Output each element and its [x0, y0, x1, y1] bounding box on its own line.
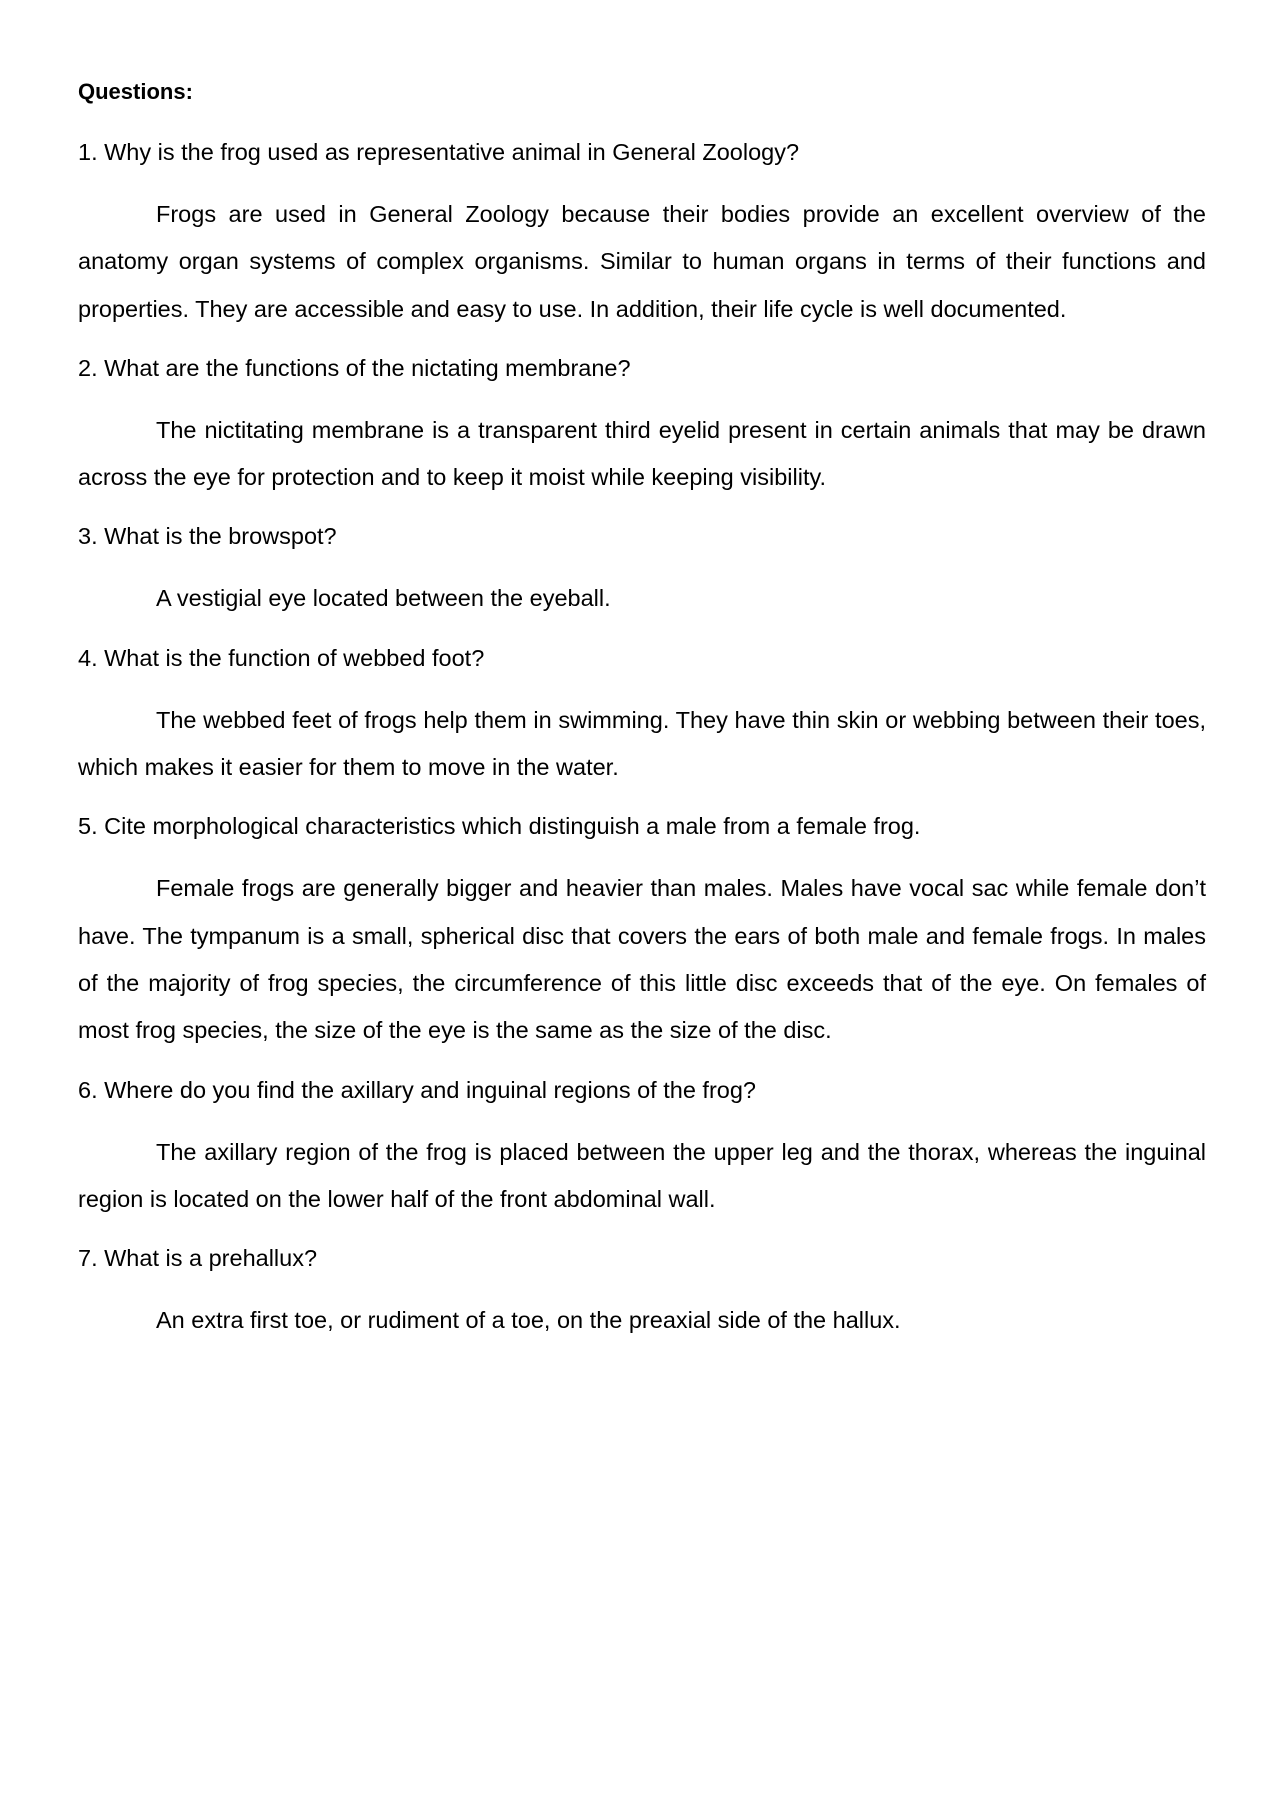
question-3: 3. What is the browspot?: [78, 523, 337, 550]
answer-7: An extra first toe, or rudiment of a toe, on the preaxial side of the hallux.: [156, 1307, 901, 1334]
answer-3: A vestigial eye located between the eyeball.: [156, 585, 611, 612]
answer-6: The axillary region of the frog is placed between the upper leg and the thorax, whereas the inguinal region is located on the lower half of the front abdominal wall.: [78, 1138, 1206, 1212]
answer-1: Frogs are used in General Zoology because their bodies provide an excellent overview of the anatomy organ systems of complex organisms. Similar to human organs in terms of their functions and properties. They are accessible and easy to use. In addition, their life cycle is well documented.: [78, 201, 1206, 322]
answer-2: The nictitating membrane is a transparent third eyelid present in certain animals that may be drawn across the eye for protection and to keep it moist while keeping visibility.: [78, 416, 1206, 491]
qa-item-1: [78, 134, 1206, 333]
qa-item-7: [78, 1240, 1206, 1344]
question-6: 6. Where do you find the axillary and inguinal regions of the frog?: [78, 1076, 757, 1103]
document-heading: Questions:: [78, 79, 193, 104]
question-7: 7. What is a prehallux?: [78, 1245, 318, 1272]
question-4: 4. What is the function of webbed foot?: [78, 644, 485, 671]
qa-item-2: [78, 350, 1206, 502]
qa-item-6: [78, 1072, 1206, 1224]
question-2: 2. What are the functions of the nictating membrane?: [78, 354, 631, 381]
qa-item-3: [78, 518, 1206, 622]
qa-item-4: [78, 640, 1206, 792]
answer-5: Female frogs are generally bigger and heavier than males. Males have vocal sac while female don’t have. The tympanum is a small, spherical disc that covers the ears of both male and female frogs. In males of the majority of frog species, the circumference of this little disc exceeds that of the eye. On females of most frog species, the size of the eye is the same as the size of the disc.: [78, 875, 1206, 1044]
document-page: [78, 72, 1206, 1361]
question-1: 1. Why is the frog used as representative animal in General Zoology?: [78, 139, 800, 165]
question-5: 5. Cite morphological characteristics which distinguish a male from a female frog.: [78, 813, 921, 840]
qa-item-5: [78, 808, 1206, 1054]
answer-4: The webbed feet of frogs help them in swimming. They have thin skin or webbing between their toes, which makes it easier for them to move in the water.: [78, 706, 1206, 781]
